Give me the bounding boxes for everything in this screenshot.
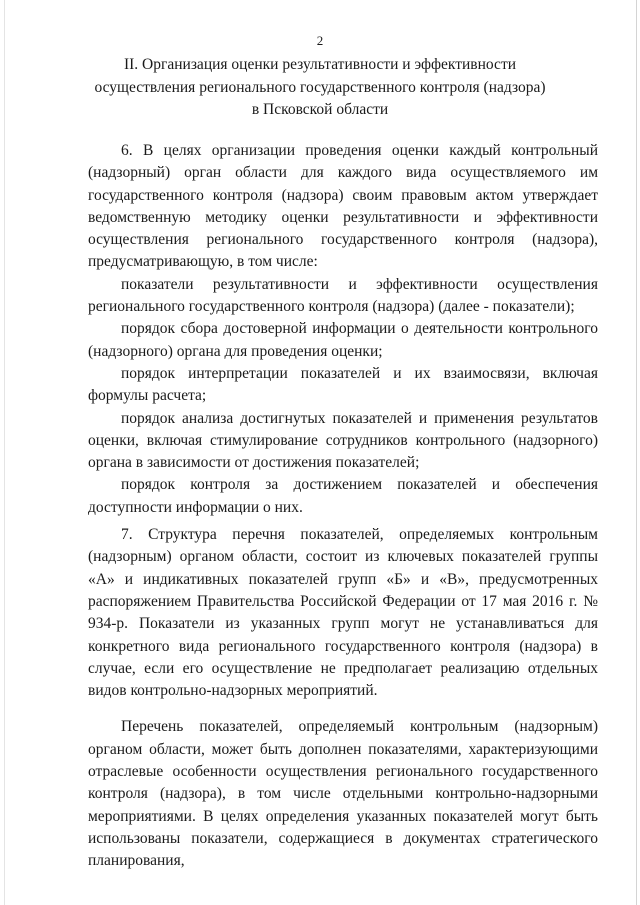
section-heading-line-3: в Псковской области (251, 101, 389, 118)
scan-edge-right (636, 0, 637, 905)
paragraph-indicator-list: Перечень показателей, определяемый контрольным (надзорным) органом области, может быть дополнен показателями, характеризующими отраслевые особенности осуществления регионального государственного контроля (надзора), в том числе отдельными контрольно-надзорными мероприятиями. В целях определения указанных показателей могут быть использованы показатели, содержащиеся в документах стратегического планирования, (88, 718, 598, 870)
paragraph-indicators: показатели результативности и эффективности осуществления регионального государственного контроля (надзора) (далее - показатели); (88, 275, 598, 316)
paragraph-item-6: 6. В целях организации проведения оценки каждый контрольный (надзорный) орган области для каждого вида осуществляемого им государственного контроля (надзора) своим правовым актом утверждает ведомственную методику оценки результативности и эффективности осуществления регионального государственного контроля (надзора), предусматривающую, в том числе: (88, 142, 598, 271)
section-heading-line-1: II. Организация оценки результативности и эффективности (123, 56, 517, 73)
paragraph-control: порядок контроля за достижением показателей и обеспечения доступности информации о них. (88, 476, 598, 516)
paragraph-item-7: 7. Структура перечня показателей, определяемых контрольным (надзорным) органом области, состоит из ключевых показателей группы «А» и индикативных показателей групп «Б» и «В», предусмотренных распоряжением Правительства Российской Федерации от 17 мая 2016 г. № 934-р. Показатели из указанных групп могут не устанавливаться для конкретного вида регионального государственного контроля (надзора) в случае, если его осуществление не предполагает реализацию отдельных видов контрольно-надзорных мероприятий. (88, 526, 598, 700)
document-body (88, 140, 598, 873)
section-heading (40, 54, 600, 122)
paragraph-analysis: порядок анализа достигнутых показателей и применения результатов оценки, включая стимулирование сотрудников контрольного (надзорного) органа в зависимости от достижения показателей; (88, 409, 598, 472)
paragraph-interpretation: порядок интерпретации показателей и их взаимосвязи, включая формулы расчета; (88, 364, 598, 405)
scan-edge-left (4, 0, 5, 905)
page-number: 2 (316, 33, 324, 48)
paragraph-info-collection: порядок сбора достоверной информации о деятельности контрольного (надзорного) органа для проведения оценки; (88, 320, 598, 360)
section-heading-line-2: осуществления регионального государственного контроля (надзора) (94, 78, 546, 96)
